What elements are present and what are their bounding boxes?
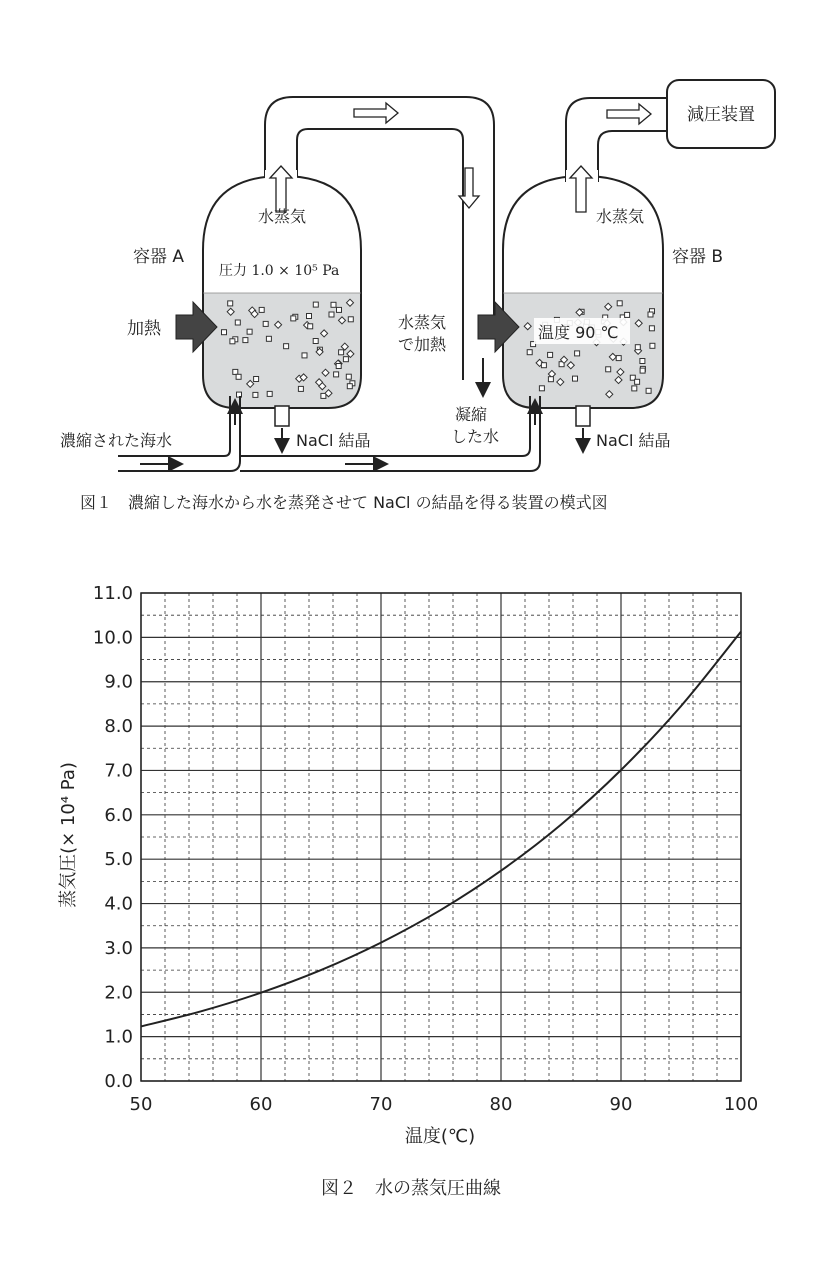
y-tick-label: 7.0 bbox=[104, 760, 133, 782]
decompressor-label: 減圧装置 bbox=[687, 105, 755, 125]
y-tick-label: 5.0 bbox=[104, 849, 133, 871]
seawater-label: 濃縮された海水 bbox=[60, 431, 173, 450]
apparatus-diagram bbox=[0, 0, 822, 530]
x-axis-label: 温度(℃) bbox=[404, 1126, 476, 1147]
y-tick-label: 0.0 bbox=[104, 1071, 133, 1092]
crystal-particle bbox=[527, 350, 532, 355]
crystal-particle bbox=[267, 391, 272, 396]
x-tick-label: 70 bbox=[369, 1094, 393, 1115]
crystal-particle bbox=[625, 312, 630, 317]
nacl-label-b: NaCl 結晶 bbox=[596, 431, 671, 450]
crystal-particle bbox=[307, 314, 312, 319]
pressure-label: 圧力 1.0 × 10⁵ Pa bbox=[219, 263, 340, 279]
crystal-particle bbox=[640, 368, 645, 373]
crystal-particle bbox=[329, 312, 334, 317]
crystal-particle bbox=[573, 376, 578, 381]
crystal-particle bbox=[336, 364, 341, 369]
steam-label-a: 水蒸気 bbox=[257, 207, 307, 226]
crystal-particle bbox=[254, 377, 259, 382]
steam-heating-label-1: 水蒸気 bbox=[398, 313, 447, 332]
crystal-particle bbox=[575, 351, 580, 356]
crystal-particle bbox=[541, 363, 546, 368]
y-tick-label: 11.0 bbox=[92, 583, 133, 604]
crystal-particle bbox=[339, 350, 344, 355]
crystal-particle bbox=[632, 386, 637, 391]
y-tick-label: 2.0 bbox=[104, 982, 133, 1004]
y-axis-label: 蒸気圧(× 10⁴ Pa) bbox=[58, 762, 79, 908]
crystal-particle bbox=[617, 301, 622, 306]
crystal-particle bbox=[321, 393, 326, 398]
x-tick-label: 80 bbox=[489, 1094, 513, 1115]
crystal-particle bbox=[646, 388, 651, 393]
vapor-pressure-chart bbox=[0, 560, 822, 1261]
steam-heating-label-2: で加熱 bbox=[398, 335, 447, 354]
crystal-particle bbox=[313, 302, 318, 307]
y-tick-label: 10.0 bbox=[92, 627, 133, 649]
crystal-particle bbox=[308, 324, 313, 329]
crystal-particle bbox=[635, 345, 640, 350]
crystal-particle bbox=[343, 357, 348, 362]
y-tick-label: 8.0 bbox=[104, 716, 133, 738]
chart-tick-labels bbox=[93, 583, 758, 1115]
crystal-particle bbox=[284, 344, 289, 349]
crystal-particle bbox=[247, 329, 252, 334]
crystal-particle bbox=[253, 392, 258, 397]
crystal-particle bbox=[606, 367, 611, 372]
crystal-particle bbox=[230, 339, 235, 344]
y-tick-label: 4.0 bbox=[104, 893, 133, 915]
crystal-particle bbox=[263, 321, 268, 326]
crystal-particle bbox=[266, 336, 271, 341]
x-tick-label: 90 bbox=[609, 1094, 633, 1115]
x-tick-label: 100 bbox=[723, 1094, 759, 1115]
crystal-particle bbox=[298, 386, 303, 391]
figure1-caption: 図１ 濃縮した海水から水を蒸発させて NaCl の結晶を得る装置の模式図 bbox=[80, 493, 608, 512]
condensed-water-label-2: した水 bbox=[451, 427, 500, 446]
crystal-particle bbox=[539, 386, 544, 391]
container-b-label: 容器 B bbox=[672, 247, 724, 267]
crystal-particle bbox=[548, 377, 553, 382]
crystal-particle bbox=[548, 352, 553, 357]
nacl-label-a: NaCl 結晶 bbox=[296, 431, 371, 450]
crystal-particle bbox=[302, 353, 307, 358]
crystal-particle bbox=[259, 307, 264, 312]
crystal-particle bbox=[243, 338, 248, 343]
condensed-water-label-1: 凝縮 bbox=[455, 405, 488, 424]
crystal-particle bbox=[337, 307, 342, 312]
y-tick-label: 6.0 bbox=[104, 804, 133, 826]
crystal-particle bbox=[640, 359, 645, 364]
crystal-particle bbox=[650, 343, 655, 348]
crystal-particle bbox=[233, 369, 238, 374]
heating-label: 加熱 bbox=[127, 319, 161, 339]
crystal-particle bbox=[236, 374, 241, 379]
x-tick-label: 50 bbox=[129, 1094, 153, 1115]
crystal-particle bbox=[348, 317, 353, 322]
crystal-particle bbox=[346, 374, 351, 379]
crystal-particle bbox=[648, 312, 653, 317]
steam-label-b: 水蒸気 bbox=[595, 207, 645, 226]
figure2-caption: 図２ 水の蒸気圧曲線 bbox=[321, 1178, 501, 1199]
crystal-particle bbox=[331, 302, 336, 307]
crystal-particle bbox=[347, 384, 352, 389]
vapor-pressure-curve bbox=[141, 632, 741, 1027]
crystal-particle bbox=[635, 379, 640, 384]
crystal-particle bbox=[334, 372, 339, 377]
crystal-particle bbox=[313, 339, 318, 344]
crystal-particle bbox=[616, 356, 621, 361]
chart-grid bbox=[141, 593, 741, 1081]
crystal-particle bbox=[235, 320, 240, 325]
crystal-particle bbox=[291, 316, 296, 321]
crystal-particle bbox=[649, 326, 654, 331]
y-tick-label: 1.0 bbox=[104, 1026, 133, 1048]
y-tick-label: 3.0 bbox=[104, 937, 133, 959]
x-tick-label: 60 bbox=[249, 1094, 273, 1115]
crystal-particle bbox=[222, 330, 227, 335]
y-tick-label: 9.0 bbox=[104, 671, 133, 693]
crystal-particle bbox=[228, 301, 233, 306]
container-a-label: 容器 A bbox=[133, 247, 185, 267]
temperature-label: 温度 90 ℃ bbox=[538, 323, 619, 342]
